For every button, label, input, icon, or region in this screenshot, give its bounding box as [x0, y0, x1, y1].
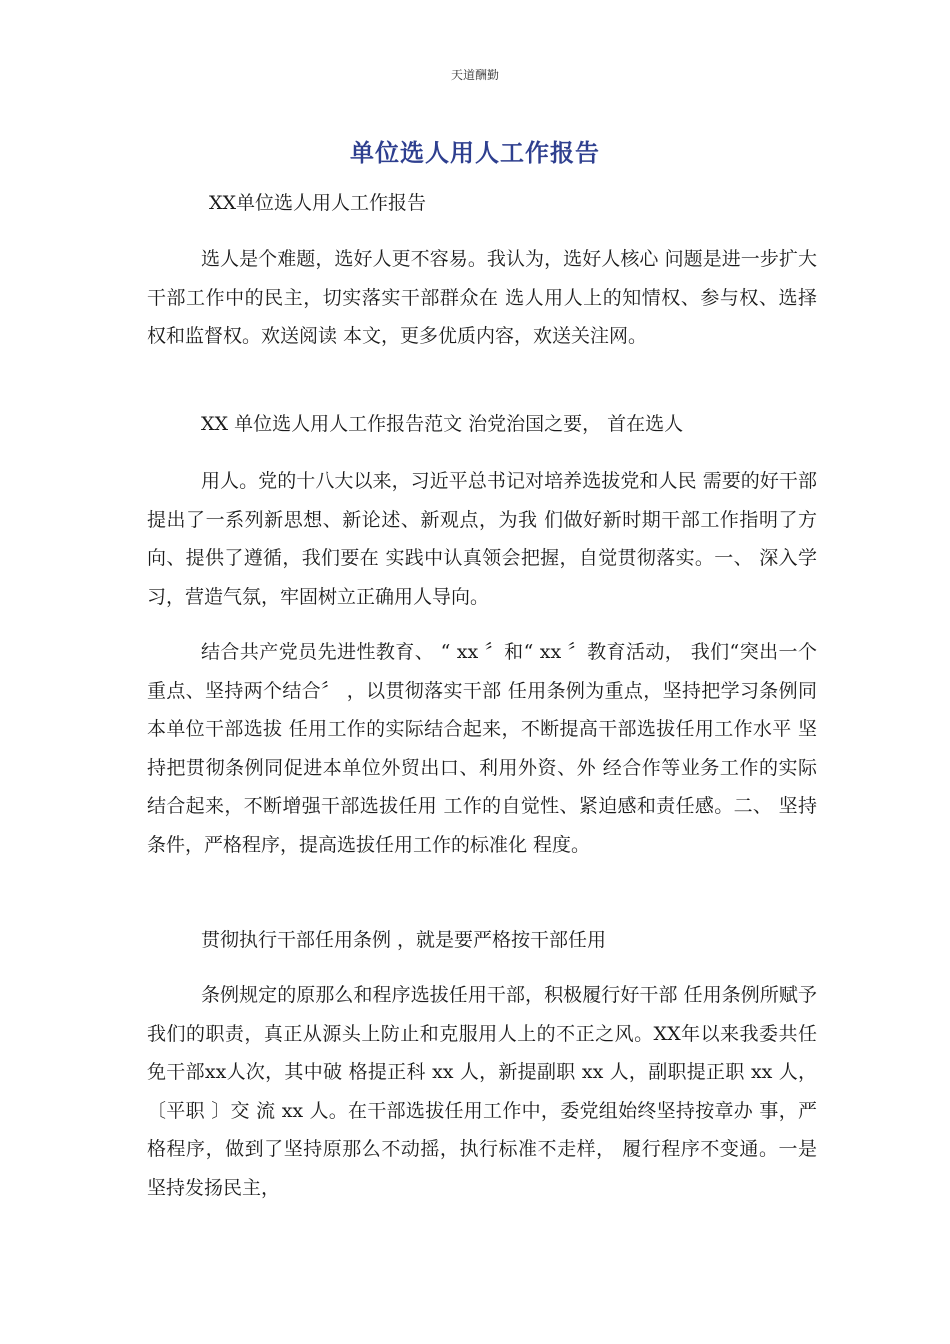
paragraph-5 [147, 921, 817, 960]
paragraph-6 [147, 976, 817, 1207]
paragraph-text: 贯彻执行干部任用条例 ，就是要严格按干部任用 [201, 929, 607, 951]
paragraph-3 [147, 462, 817, 616]
paragraph-text: 选人是个难题，选好人更不容易。我认为，选好人核心 问题是进一步扩大干部工作中的民主，切实落实干部群众在 选人用人上的知情权、参与权、选择权和监督权。欢送阅读 本文，更多优质内容，欢送关注网。 [147, 248, 817, 347]
paragraph-4 [147, 633, 817, 864]
paragraph-2 [147, 405, 817, 444]
paragraph-text: 结合共产党员先进性教育、 “ xx 〞和“ xx 〞教育活动， 我们“突出一个重点、坚持两个结合〞 ，以贯彻落实干部 任用条例为重点，坚持把学习条例同本单位干部选拔 任用工作的实际结合起来，不断提高干部选拔任用工作水平 坚持把贯彻条例同促进本单位外贸出口、利用外资、外 经合作等业务工作的实际结合起来，不断增强干部选拔任用 工作的自觉性、紧迫感和责任感。二、 坚持条件，严格程序，提高选拔任用工作的标准化 程度。 [147, 641, 817, 856]
paragraph-text: XX 单位选人用人工作报告范文 治党治国之要， 首在选人 [201, 413, 684, 435]
page-header: 天道酬勤 [450, 68, 499, 82]
paragraph-text: 用人。党的十八大以来，习近平总书记对培养选拔党和人民 需要的好干部提出了一系列新思想、新论述、新观点，为我 们做好新时期干部工作指明了方向、提供了遵循，我们要在 实践中认真领会把握，自觉贯彻落实。一、 深入学习，营造气氛，牢固树立正确用人导向。 [147, 470, 817, 608]
document-title: 单位选人用人工作报告 [350, 139, 600, 167]
paragraph-1 [147, 240, 817, 356]
paragraph-text: 条例规定的原那么和程序选拔任用干部，积极履行好干部 任用条例所赋予我们的职责，真正从源头上防止和克服用人上的不正之风。XX年以来我委共任免干部xx人次，其中破 格提正科 xx 人，新提副职 xx 人，副职提正职 xx 人， 〔平职 〕交 流 xx 人。在干部选拔任用工作中，委党组始终坚持按章办 事，严格程序，做到了坚持原那么不动摇，执行标准不走样， 履行程序不变通。一是坚持发扬民主， [147, 984, 817, 1199]
document-subtitle: XX单位选人用人工作报告 [209, 192, 427, 214]
